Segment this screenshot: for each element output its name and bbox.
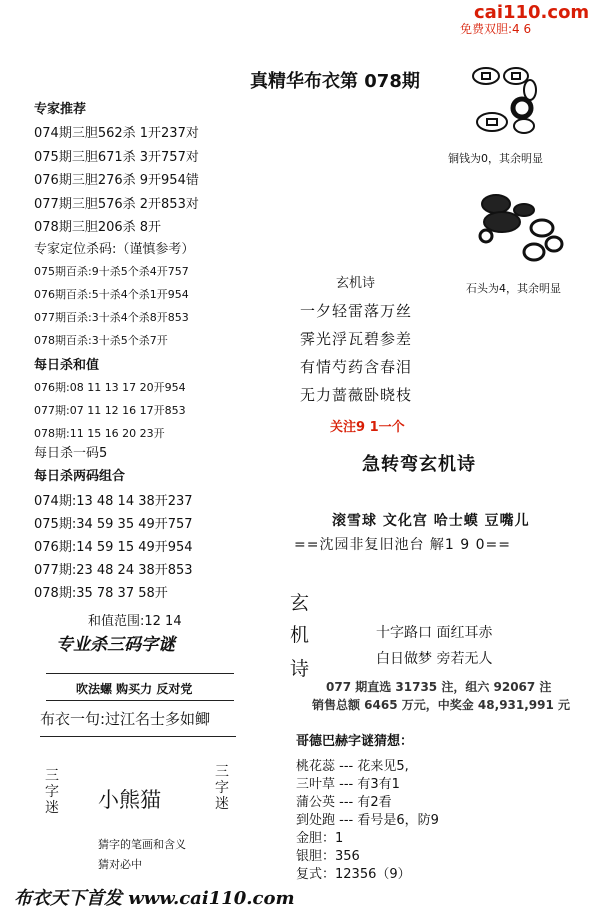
goethe-item: 蒲公英 --- 有2看 xyxy=(296,795,392,810)
expert-item: 075期三胆671杀 3开757对 xyxy=(34,150,199,165)
poem-title: 玄机诗 xyxy=(336,276,376,291)
daily-sum-item: 078期:11 15 16 20 23开 xyxy=(34,427,165,440)
shen-line: ==沈园非复旧池台 解1 9 0== xyxy=(294,537,511,553)
poem-line: 有情芍药含春泪 xyxy=(300,358,413,376)
divider xyxy=(40,736,236,737)
xuanji-label-char: 诗 xyxy=(290,658,310,680)
panda-word: 小熊猫 xyxy=(98,788,161,812)
divider xyxy=(46,700,234,701)
daily-two-heading: 每日杀两码组合 xyxy=(34,469,126,484)
sum-range: 和值范围:12 14 xyxy=(88,614,182,629)
daily-two-item: 078期:35 78 37 58开 xyxy=(34,586,168,601)
sharp-turn-title: 急转弯玄机诗 xyxy=(362,454,476,475)
xuanji-label-char: 玄 xyxy=(290,592,310,614)
daily-two-item: 075期:34 59 35 49开757 xyxy=(34,517,193,532)
daily-sum-item: 077期:07 11 12 16 17开853 xyxy=(34,404,186,417)
daily-two-item: 077期:23 48 24 38开853 xyxy=(34,563,193,578)
panda-hint: 猜字的笔画和含义 xyxy=(98,838,186,851)
site-logo: cai110.com xyxy=(474,2,590,23)
poem-line: 霁光浮瓦碧参差 xyxy=(300,330,413,348)
daily-sum-heading: 每日杀和值 xyxy=(34,358,100,373)
xuanji-label-char: 机 xyxy=(290,624,310,646)
three-char-label-left: 三字迷 xyxy=(45,768,59,816)
position-kill-item: 077期百杀:3十杀4个杀8开853 xyxy=(34,311,189,324)
daily-one-heading: 每日杀一码5 xyxy=(34,446,108,461)
stats-line: 077 期直选 31735 注，组六 92067 注 xyxy=(326,680,552,694)
coins-caption: 铜钱为0，其余明显 xyxy=(448,152,543,165)
coins-image xyxy=(470,62,560,142)
goethe-item: 银胆：356 xyxy=(296,849,360,864)
divider xyxy=(46,673,234,674)
expert-item: 078期三胆206杀 8开 xyxy=(34,220,162,235)
goethe-item: 金胆：1 xyxy=(296,831,344,846)
words-line: 滚雪球 文化宫 哈士蟆 豆嘴儿 xyxy=(332,513,530,529)
goethe-heading: 哥德巴赫字谜猜想： xyxy=(296,734,414,749)
daily-two-item: 074期:13 48 14 38开237 xyxy=(34,494,193,509)
stones-image xyxy=(472,188,572,268)
panda-hint: 猜对必中 xyxy=(98,858,142,871)
three-char-label-right: 三字迷 xyxy=(215,764,229,812)
page-title: 真精华布衣第 078期 xyxy=(250,71,420,92)
position-kill-item: 075期百杀:9十杀5个杀4开757 xyxy=(34,265,189,278)
tags-line: 吹法螺 购买力 反对党 xyxy=(76,682,193,696)
expert-item: 076期三胆276杀 9开954错 xyxy=(34,173,199,188)
expert-item: 074期三胆562杀 1开237对 xyxy=(34,126,199,141)
xuanji-line: 白日做梦 旁若无人 xyxy=(376,651,493,667)
goethe-item: 三叶草 --- 有3有1 xyxy=(296,777,400,792)
expert-heading: 专家推荐 xyxy=(34,102,87,117)
expert-item: 077期三胆576杀 2开853对 xyxy=(34,197,199,212)
goethe-item: 到处跑 --- 看号是6，防9 xyxy=(296,813,439,828)
daily-two-item: 076期:14 59 15 49开954 xyxy=(34,540,193,555)
position-kill-heading: 专家定位杀码:（谨慎参考） xyxy=(34,242,195,257)
position-kill-item: 076期百杀:5十杀4个杀1开954 xyxy=(34,288,189,301)
stones-caption: 石头为4，其余明显 xyxy=(466,282,561,295)
daily-sum-item: 076期:08 11 13 17 20开954 xyxy=(34,381,186,394)
footer-banner: 布衣天下首发 www.cai110.com xyxy=(14,888,295,909)
position-kill-item: 078期百杀:3十杀5个杀7开 xyxy=(34,334,168,347)
riddle-title: 专业杀三码字谜 xyxy=(56,635,175,655)
free-double-banner: 免费双胆:4 6 xyxy=(460,22,532,36)
poem-line: 一夕轻雷落万丝 xyxy=(300,302,413,320)
poem-line: 无力蔷薇卧晓枝 xyxy=(300,386,413,404)
buyi-line: 布衣一句:过江名士多如鲫 xyxy=(40,710,211,728)
xuanji-line: 十字路口 面红耳赤 xyxy=(376,625,493,641)
follow-note: 关注9 1一个 xyxy=(330,420,405,435)
goethe-item: 桃花蕊 --- 花来见5, xyxy=(296,759,409,774)
stats-line: 销售总额 6465 万元，中奖金 48,931,991 元 xyxy=(312,698,571,712)
goethe-item: 复式：12356（9） xyxy=(296,867,411,882)
